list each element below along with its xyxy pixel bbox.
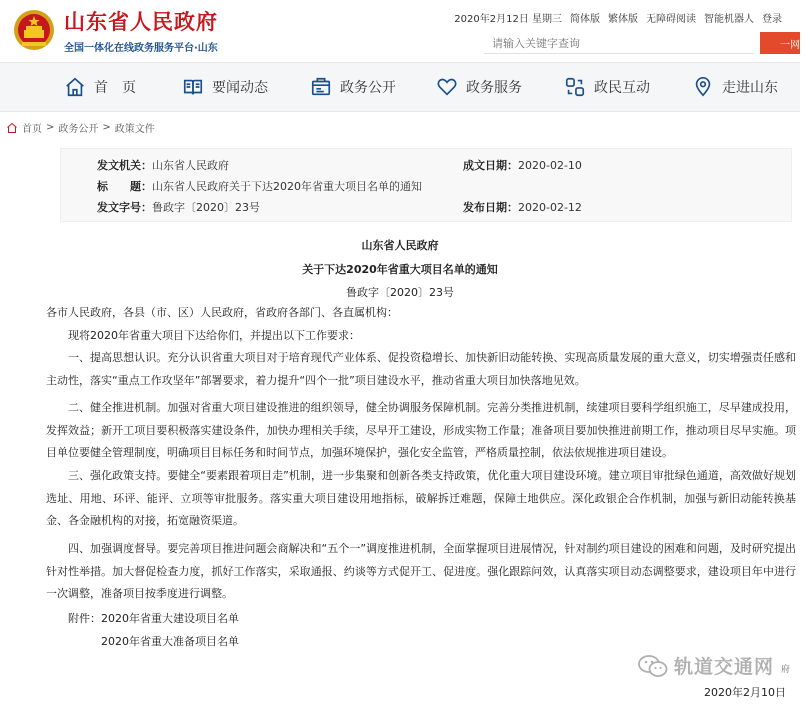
- simplified-link[interactable]: 简体版: [570, 14, 600, 25]
- document-meta: [60, 148, 792, 222]
- doc-title-heading: 关于下达2020年省重大项目名单的通知: [302, 263, 498, 276]
- site-subtitle: 全国一体化在线政务服务平台·山东: [64, 43, 218, 54]
- doc-salutation: 各市人民政府，各县（市、区）人民政府，省政府各部门、各直属机构：: [46, 306, 398, 319]
- meta-created: [463, 157, 582, 173]
- home-icon: [64, 76, 86, 98]
- accessibility-link[interactable]: 无障碍阅读: [646, 14, 696, 25]
- watermark-text: 轨道交通网: [673, 656, 774, 678]
- meta-docno: [97, 199, 260, 215]
- doc-para-4: 四、加强调度督导。要完善项目推进问题会商解决和“五个一”调度推进机制，全面掌握项目进展情况，针对制约项目建设的困难和问题，及时研究提出针对性举措。加大督促检查力度，抓好工作落实，采取通报、约谈等方式促开工、促进度。强化跟踪问效，认真落实项目动态调整要求，建设项目年中进行一次调整，准备项目按季度进行调整。: [46, 542, 796, 600]
- meta-published-label: 发布日期：: [463, 201, 518, 214]
- breadcrumb-sep: >: [46, 122, 55, 133]
- breadcrumb-home[interactable]: 首页: [22, 124, 42, 135]
- nav-shandong-label: 走进山东: [722, 80, 778, 96]
- meta-published: [463, 199, 582, 215]
- nav-home-label: 首 页: [94, 80, 136, 96]
- sign-date: 2020年2月10日: [704, 686, 786, 699]
- meta-docno-label: 发文字号：: [97, 201, 152, 214]
- nav-news-label: 要闻动态: [212, 80, 268, 96]
- meta-published-value: 2020-02-12: [518, 201, 582, 214]
- breadcrumb-policy[interactable]: 政策文件: [114, 124, 155, 135]
- watermark: [638, 652, 794, 679]
- breadcrumb: [6, 120, 155, 135]
- meta-issuer-label: 发文机关：: [97, 159, 152, 172]
- nav-interaction[interactable]: [564, 73, 650, 101]
- home-small-icon: [6, 122, 18, 134]
- nav-home[interactable]: [64, 73, 136, 101]
- search-input[interactable]: [484, 34, 754, 54]
- breadcrumb-sep: >: [102, 122, 111, 133]
- nav-services-label: 政务服务: [466, 80, 522, 96]
- national-emblem-icon[interactable]: [12, 6, 56, 54]
- meta-issuer-value: 山东省人民政府: [152, 159, 229, 172]
- open-folder-icon: [310, 76, 332, 98]
- book-icon: [182, 76, 204, 98]
- doc-number: 鲁政字〔2020〕23号: [346, 286, 454, 299]
- interaction-icon: [564, 76, 586, 98]
- meta-docno-value: 鲁政字〔2020〕23号: [152, 201, 260, 214]
- meta-title-value: 山东省人民政府关于下达2020年省重大项目名单的通知: [152, 180, 422, 193]
- nav-shandong[interactable]: [692, 73, 778, 101]
- meta-issuer: [97, 157, 229, 173]
- robot-link[interactable]: 智能机器人: [704, 14, 754, 25]
- search-button[interactable]: 一网通: [760, 32, 800, 54]
- site-header: [0, 0, 810, 62]
- location-icon: [692, 76, 714, 98]
- doc-attachment-2: 2020年省重大准备项目名单: [101, 635, 239, 648]
- doc-issuer-heading: 山东省人民政府: [361, 239, 439, 252]
- nav-open-gov[interactable]: [310, 73, 396, 101]
- nav-interaction-label: 政民互动: [594, 80, 650, 96]
- nav-news[interactable]: [182, 73, 268, 101]
- main-nav: [0, 62, 800, 112]
- site-title[interactable]: 山东省人民政府: [64, 10, 218, 34]
- doc-attachment-1: 附件：2020年省重大建设项目名单: [68, 612, 239, 625]
- watermark-tail: 府: [780, 665, 790, 675]
- doc-intro: 现将2020年省重大项目下达给你们，并提出以下工作要求：: [68, 329, 360, 342]
- meta-title-label: 标 题：: [97, 180, 152, 193]
- traditional-link[interactable]: 繁体版: [608, 14, 638, 25]
- meta-title: [97, 178, 422, 194]
- top-links: [454, 10, 782, 25]
- wechat-icon: [638, 654, 668, 678]
- nav-open-gov-label: 政务公开: [340, 80, 396, 96]
- current-date: 2020年2月12日 星期三: [454, 14, 562, 25]
- breadcrumb-open-gov[interactable]: 政务公开: [58, 124, 99, 135]
- doc-para-3: 三、强化政策支持。要健全“要素跟着项目走”机制，进一步集聚和创新各类支持政策，优化重大项目建设环境。建立项目审批绿色通道，高效做好规划选址、用地、环评、能评、立项等审批服务。落实重大项目建设用地指标，破解拆迁难题，保障土地供应。深化政银企合作机制，加强与新旧动能转换基金、各金融机构的对接，拓宽融资渠道。: [46, 469, 796, 527]
- login-link[interactable]: 登录: [762, 14, 782, 25]
- nav-services[interactable]: [436, 73, 522, 101]
- meta-created-value: 2020-02-10: [518, 159, 582, 172]
- meta-created-label: 成文日期：: [463, 159, 518, 172]
- doc-para-1: 一、提高思想认识。充分认识省重大项目对于培育现代产业体系、促投资稳增长、加快新旧动能转换、实现高质量发展的重大意义，切实增强责任感和主动性，落实“重点工作攻坚年”部署要求，着力提升“四个一批”项目建设水平，推动省重大项目加快落地见效。: [46, 351, 796, 387]
- heart-icon: [436, 76, 458, 98]
- doc-para-2: 二、健全推进机制。加强对省重大项目建设推进的组织领导，健全协调服务保障机制。完善分类推进机制，续建项目要科学组织施工，尽早建成投用，发挥效益；新开工项目要积极落实建设条件，加快办理相关手续，尽早开工建设，形成实物工作量；准备项目要加快推进前期工作，推动项目尽早实施。项目单位要健全管理制度，明确项目目标任务和时间节点，加强环境保护，强化安全监管，严格质量控制，依法依规推进项目建设。: [46, 401, 796, 459]
